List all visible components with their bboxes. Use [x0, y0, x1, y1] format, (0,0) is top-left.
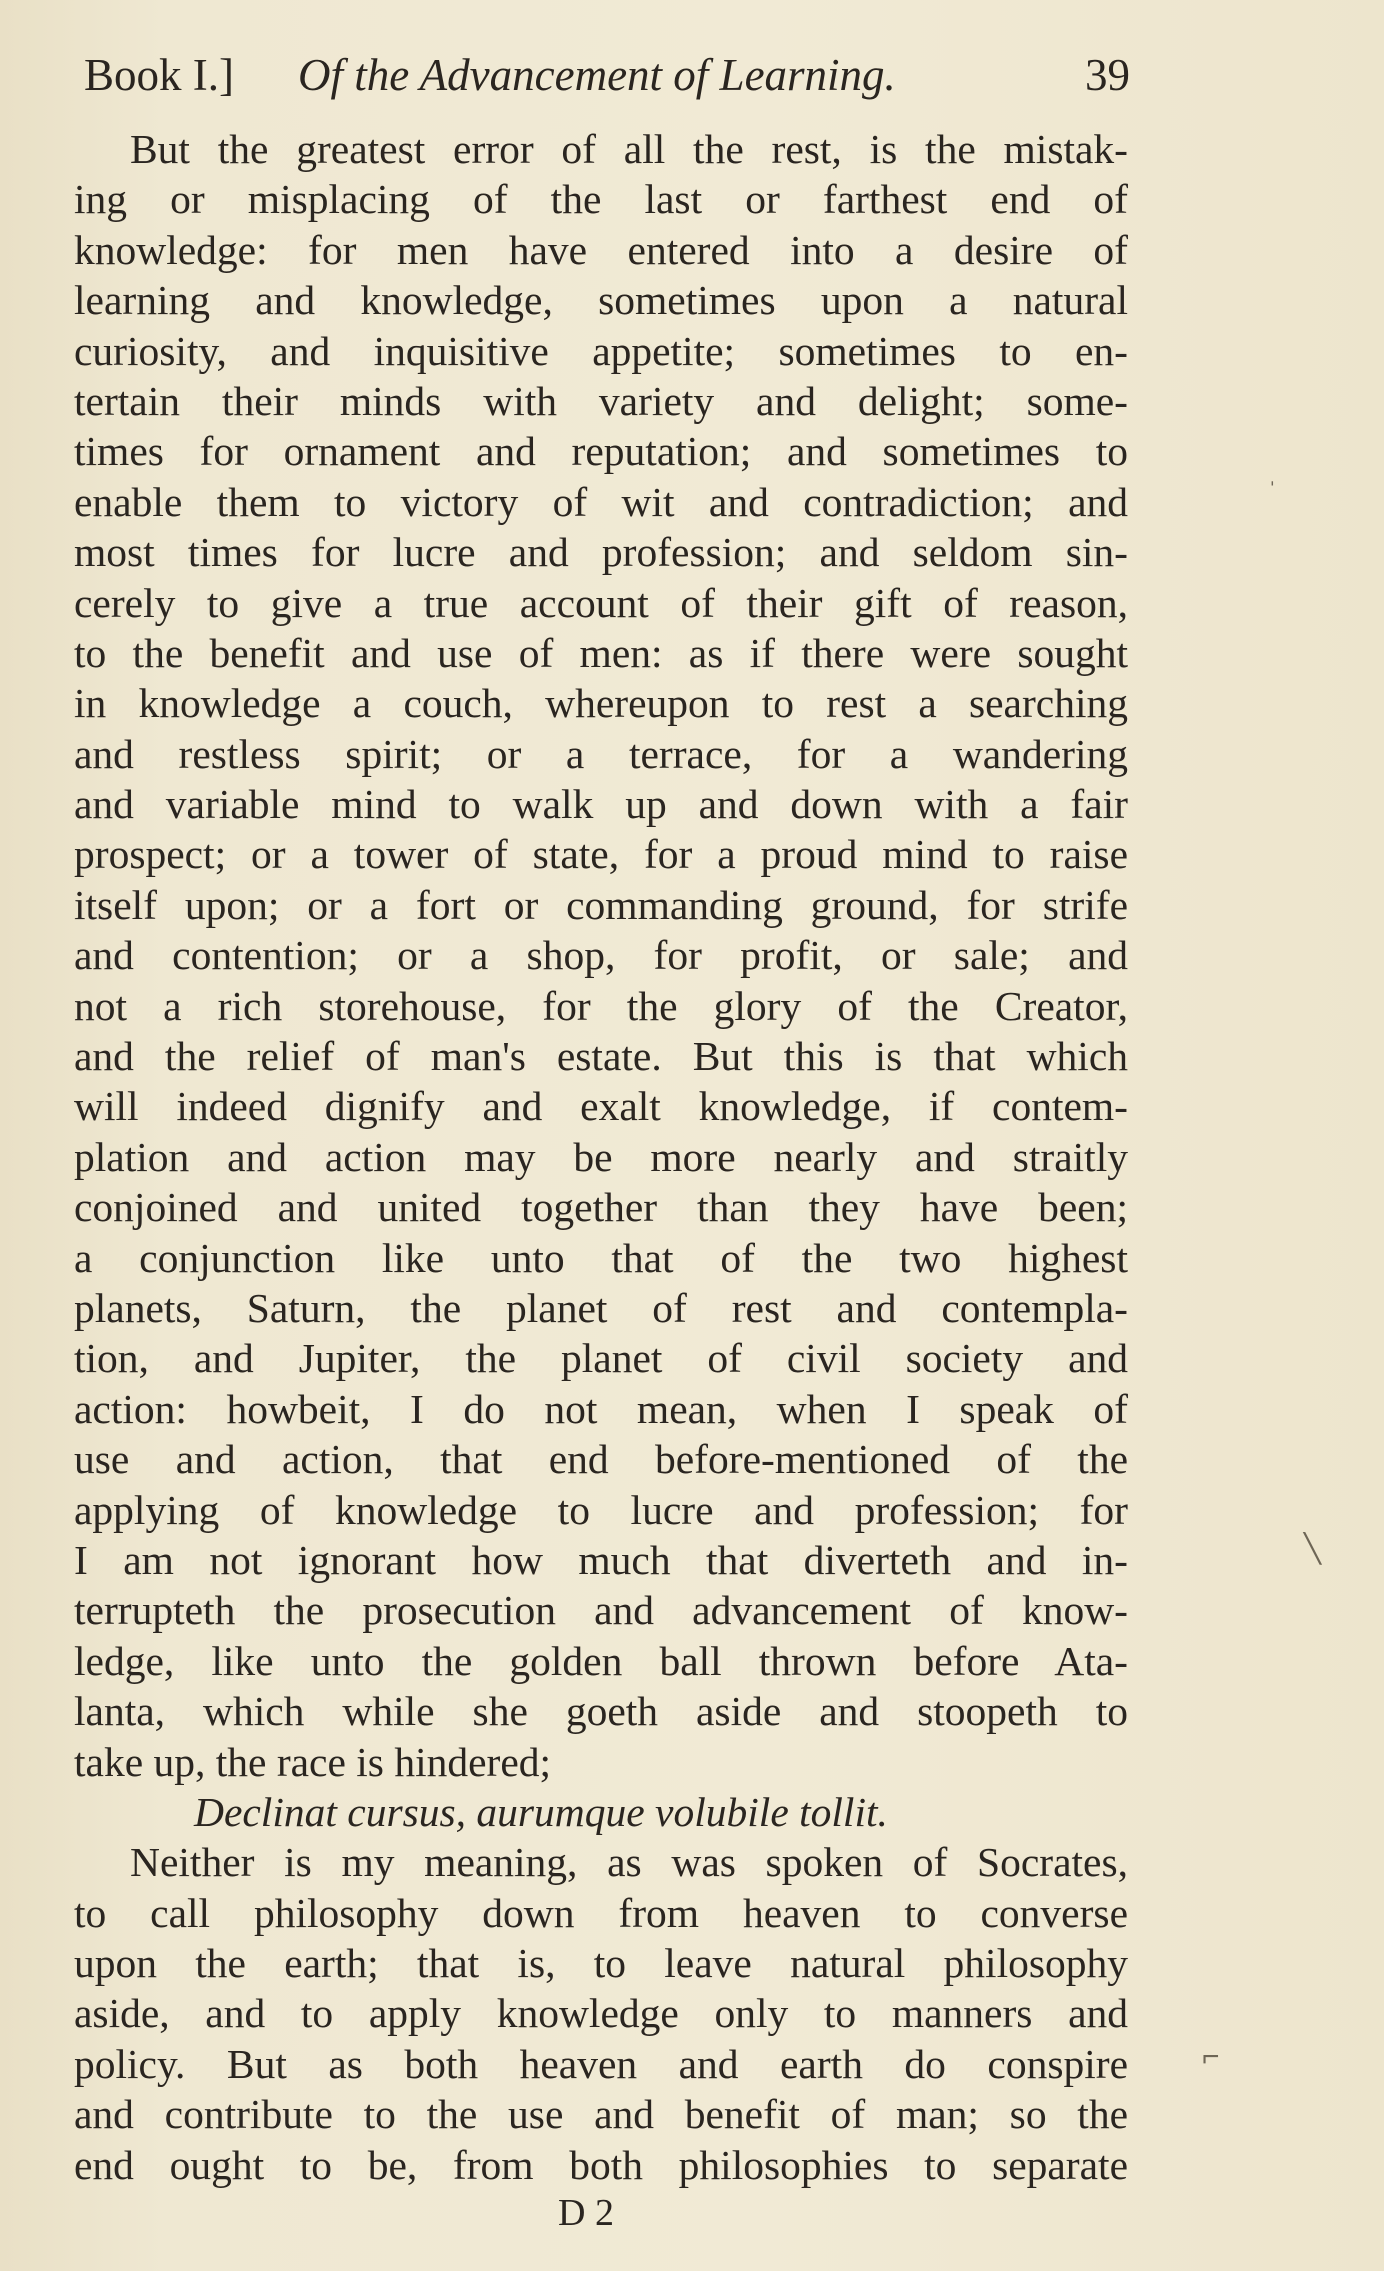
- text-line: upon the earth; that is, to leave natural philosophy: [74, 1940, 1128, 1987]
- text-line: terrupteth the prosecution and advancement of know-: [74, 1587, 1128, 1634]
- text-line: not a rich storehouse, for the glory of the Creator,: [74, 982, 1128, 1029]
- margin-speck: ˈ: [1268, 476, 1277, 506]
- text-line: Neither is my meaning, as was spoken of Socrates,: [130, 1839, 1128, 1886]
- text-line: enable them to victory of wit and contradiction; and: [74, 478, 1128, 525]
- margin-tick: ⌐: [1202, 2040, 1220, 2073]
- text-line: plation and action may be more nearly and straitly: [74, 1133, 1128, 1180]
- text-line: applying of knowledge to lucre and profession; for: [74, 1486, 1128, 1533]
- text-line: action: howbeit, I do not mean, when I speak of: [74, 1385, 1128, 1432]
- text-line: policy. But as both heaven and earth do conspire: [74, 2040, 1128, 2087]
- text-line: take up, the race is hindered;: [74, 1738, 552, 1785]
- text-line: aside, and to apply knowledge only to manners and: [74, 1990, 1128, 2037]
- text-line: end ought to be, from both philosophies to separate: [74, 2141, 1128, 2188]
- signature-mark: D 2: [558, 2192, 614, 2234]
- text-line: and restless spirit; or a terrace, for a wandering: [74, 730, 1128, 777]
- text-line: in knowledge a couch, whereupon to rest a searching: [74, 680, 1128, 727]
- text-line: and contribute to the use and benefit of man; so the: [74, 2091, 1128, 2138]
- margin-tick: ╲: [1304, 1533, 1321, 1564]
- running-header: [84, 40, 1130, 110]
- text-line: prospect; or a tower of state, for a proud mind to raise: [74, 831, 1128, 878]
- text-line: tertain their minds with variety and delight; some-: [74, 377, 1128, 424]
- text-line: knowledge: for men have entered into a desire of: [74, 226, 1128, 273]
- text-line: conjoined and united together than they have been;: [74, 1184, 1128, 1231]
- page-number: 39: [1085, 50, 1130, 100]
- text-line: But the greatest error of all the rest, is the mistak-: [130, 126, 1128, 172]
- text-line: to the benefit and use of men: as if there were sought: [74, 629, 1128, 676]
- text-line: I am not ignorant how much that diverteth and in-: [74, 1536, 1128, 1583]
- text-line: will indeed dignify and exalt knowledge, if contem-: [74, 1083, 1128, 1130]
- text-line: curiosity, and inquisitive appetite; sometimes to en-: [74, 327, 1128, 374]
- body-text: [74, 124, 1128, 2190]
- text-line: ledge, like unto the golden ball thrown before Ata-: [74, 1637, 1128, 1684]
- text-line: tion, and Jupiter, the planet of civil society and: [74, 1335, 1128, 1382]
- text-line: use and action, that end before-mentioned of the: [74, 1436, 1128, 1483]
- text-line: cerely to give a true account of their gift of reason,: [74, 579, 1128, 626]
- book-label: Book I.]: [84, 50, 234, 100]
- text-line: times for ornament and reputation; and sometimes to: [74, 428, 1128, 475]
- text-line: and variable mind to walk up and down with a fair: [74, 781, 1128, 828]
- latin-quotation: Declinat cursus, aurumque volubile tollit.: [194, 1788, 888, 1835]
- text-line: most times for lucre and profession; and seldom sin-: [74, 529, 1128, 576]
- text-line: to call philosophy down from heaven to converse: [74, 1889, 1128, 1936]
- text-line: and contention; or a shop, for profit, or sale; and: [74, 932, 1128, 979]
- text-line: and the relief of man's estate. But this is that which: [74, 1033, 1128, 1080]
- text-line: a conjunction like unto that of the two highest: [74, 1234, 1128, 1281]
- running-title: Of the Advancement of Learning.: [298, 50, 896, 100]
- text-line: planets, Saturn, the planet of rest and contempla-: [74, 1284, 1128, 1331]
- text-line: lanta, which while she goeth aside and stoopeth to: [74, 1688, 1128, 1735]
- text-line: learning and knowledge, sometimes upon a natural: [74, 277, 1128, 324]
- text-line: ing or misplacing of the last or farthest end of: [74, 176, 1128, 223]
- text-line: itself upon; or a fort or commanding ground, for strife: [74, 881, 1128, 928]
